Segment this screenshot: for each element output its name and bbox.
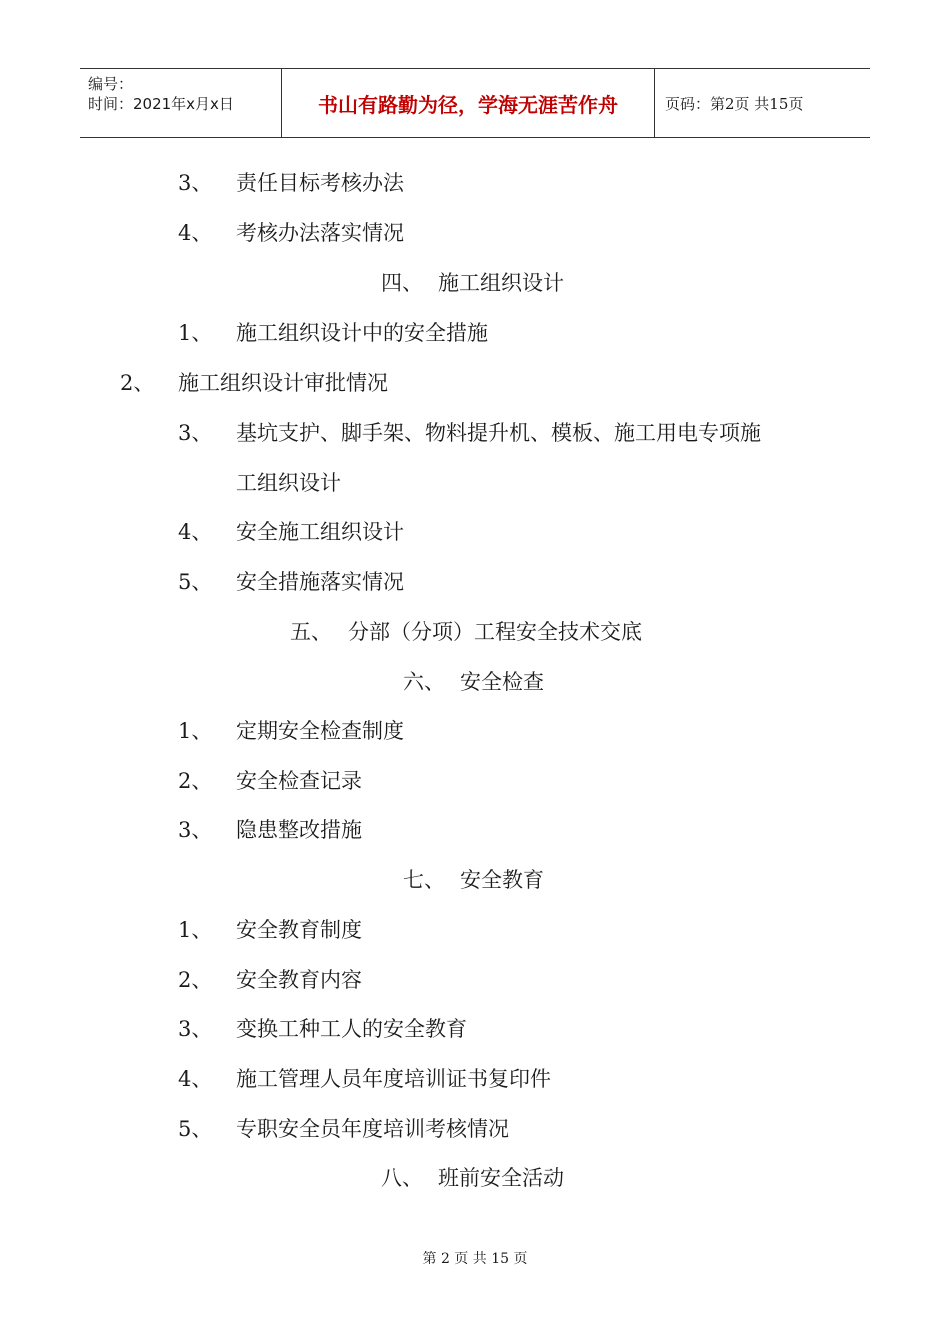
section-number: 八、 [381,1166,423,1190]
section-title: 班前安全活动 [438,1166,564,1190]
item-text: 施工管理人员年度培训证书复印件 [236,1067,551,1091]
section-title: 分部（分项）工程安全技术交底 [348,620,642,644]
item-text: 安全教育制度 [236,918,362,942]
page-footer: 第 2 页 共 15 页 [422,1251,528,1267]
item-number: 3、 [178,421,213,445]
header-motto-cell [282,69,655,137]
item-number: 3、 [178,818,213,842]
item-text: 安全措施落实情况 [236,570,404,594]
header-motto: 书山有路勤为径，学海无涯苦作舟 [318,92,618,117]
item-number: 3、 [178,171,213,195]
section-number: 七、 [403,868,445,892]
item-number: 5、 [178,1117,213,1141]
item-text: 考核办法落实情况 [236,221,404,245]
section-title: 安全检查 [460,670,544,694]
document-number-label: 编号： [88,75,134,93]
section-number: 六、 [403,670,445,694]
header-page-cell [655,69,870,137]
item-text: 变换工种工人的安全教育 [236,1017,467,1041]
item-text: 安全检查记录 [236,769,362,793]
item-text: 定期安全检查制度 [236,719,404,743]
header-meta-cell [80,69,282,137]
page-header [80,68,870,138]
item-text: 工组织设计 [236,471,341,495]
item-number: 4、 [178,1067,213,1091]
item-number: 4、 [178,221,213,245]
item-text: 隐患整改措施 [236,818,362,842]
item-text: 专职安全员年度培训考核情况 [236,1117,509,1141]
section-number: 四、 [381,271,423,295]
item-number: 5、 [178,570,213,594]
section-title: 安全教育 [460,868,544,892]
item-text: 施工组织设计审批情况 [178,371,388,395]
item-number: 2、 [178,769,213,793]
header-page-label: 页码：第2页 共15页 [665,94,804,113]
item-number: 4、 [178,520,213,544]
item-number: 1、 [178,321,213,345]
item-number: 1、 [178,918,213,942]
item-text: 责任目标考核办法 [236,171,404,195]
item-number: 3、 [178,1017,213,1041]
item-text: 安全施工组织设计 [236,520,404,544]
item-text: 安全教育内容 [236,968,362,992]
document-time-label: 时间：2021年x月x日 [88,95,234,113]
section-title: 施工组织设计 [438,271,564,295]
section-number: 五、 [290,620,332,644]
item-text: 施工组织设计中的安全措施 [236,321,488,345]
item-number: 2、 [120,371,155,395]
item-text: 基坑支护、脚手架、物料提升机、模板、施工用电专项施 [236,421,761,445]
item-number: 2、 [178,968,213,992]
item-number: 1、 [178,719,213,743]
